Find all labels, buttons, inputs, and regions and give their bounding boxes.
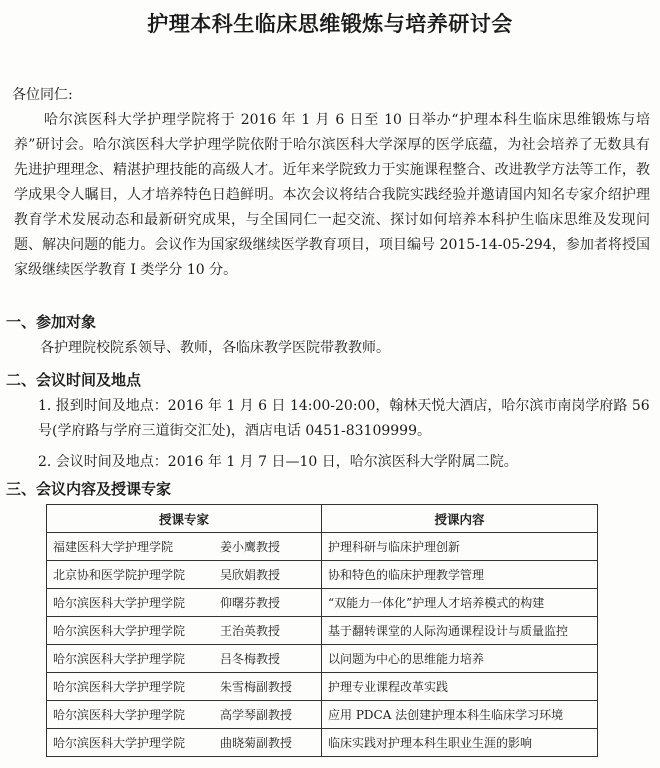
institution-cell: 哈尔滨医科大学护理学院 xyxy=(47,617,215,645)
expert-name-cell: 吕冬梅教授 xyxy=(214,645,322,673)
institution-cell: 福建医科大学护理学院 xyxy=(47,533,215,561)
topic-cell: 基于翻转课堂的人际沟通课程设计与质量监控 xyxy=(322,617,598,645)
expert-name-cell: 王治英教授 xyxy=(214,617,322,645)
greeting: 各位同仁: xyxy=(12,87,73,103)
expert-table xyxy=(46,504,598,757)
topic-cell: 协和特色的临床护理教学管理 xyxy=(322,561,598,589)
topic-cell: 应用 PDCA 法创建护理本科生临床学习环境 xyxy=(322,701,598,729)
intro-paragraph: 哈尔滨医科大学护理学院将于 2016 年 1 月 6 日至 10 日举办“护理本科生临床思维锻炼与培养”研讨会。哈尔滨医科大学护理学院依附于哈尔滨医科大学深厚的医学底蕴，为社会培养了无数具有先进护理理念、精湛护理技能的高级人才。近年来学院致力于实施课程整合、改进教学方法等工作，教学成果令人瞩目，人才培养特色日趋鲜明。本次会议将结合我院实践经验并邀请国内知名专家介绍护理教育学术发展动态和最新研究成果，与全国同仁一起交流、探讨如何培养本科护生临床思维及发现问题、解决问题的能力。会议作为国家级继续医学教育项目，项目编号 2015-14-05-294，参加者将授国家级继续医学教育 I 类学分 10 分。 xyxy=(14,112,650,278)
table-row xyxy=(47,673,598,701)
expert-name-cell: 吴欣娟教授 xyxy=(214,561,322,589)
table-row xyxy=(47,617,598,645)
institution-cell: 哈尔滨医科大学护理学院 xyxy=(47,729,215,757)
institution-cell: 哈尔滨医科大学护理学院 xyxy=(47,673,215,701)
table-row xyxy=(47,645,598,673)
expert-name-cell: 朱雪梅副教授 xyxy=(214,673,322,701)
meeting-info: 2. 会议时间及地点：2016 年 1 月 7 日—10 日，哈尔滨医科大学附属二院。 xyxy=(38,454,518,470)
expert-name-cell: 曲晓菊副教授 xyxy=(214,729,322,757)
table-row xyxy=(47,533,598,561)
document-title: 护理本科生临床思维锻炼与培养研讨会 xyxy=(147,12,513,36)
section-heading-participants: 一、参加对象 xyxy=(6,313,97,331)
table-row xyxy=(47,589,598,617)
topic-cell: 以问题为中心的思维能力培养 xyxy=(322,645,598,673)
institution-cell: 哈尔滨医科大学护理学院 xyxy=(47,589,215,617)
participants-text: 各护理院校院系领导、教师，各临床教学医院带教教师。 xyxy=(40,340,390,356)
section-heading-content: 三、会议内容及授课专家 xyxy=(6,480,172,498)
header-expert: 授课专家 xyxy=(47,505,322,533)
table-row xyxy=(47,729,598,757)
institution-cell: 哈尔滨医科大学护理学院 xyxy=(47,701,215,729)
topic-cell: 护理专业课程改革实践 xyxy=(322,673,598,701)
expert-name-cell: 高学琴副教授 xyxy=(214,701,322,729)
table-row xyxy=(47,561,598,589)
topic-cell: 临床实践对护理本科生职业生涯的影响 xyxy=(322,729,598,757)
institution-cell: 哈尔滨医科大学护理学院 xyxy=(47,645,215,673)
expert-name-cell: 姜小鹰教授 xyxy=(214,533,322,561)
table-header-row xyxy=(47,505,598,533)
registration-info: 1. 报到时间及地点：2016 年 1 月 6 日 14:00-20:00，翰林天悦大酒店，哈尔滨市南岗学府路 56 号(学府路与学府三道街交汇处)，酒店电话 0451-83109999。 xyxy=(38,398,650,439)
topic-cell: 护理科研与临床护理创新 xyxy=(322,533,598,561)
expert-name-cell: 仰曙芬教授 xyxy=(214,589,322,617)
institution-cell: 北京协和医学院护理学院 xyxy=(47,561,215,589)
section-heading-time-place: 二、会议时间及地点 xyxy=(6,371,142,389)
table-row xyxy=(47,701,598,729)
topic-cell: “双能力一体化”护理人才培养模式的构建 xyxy=(322,589,598,617)
header-content: 授课内容 xyxy=(322,505,598,533)
